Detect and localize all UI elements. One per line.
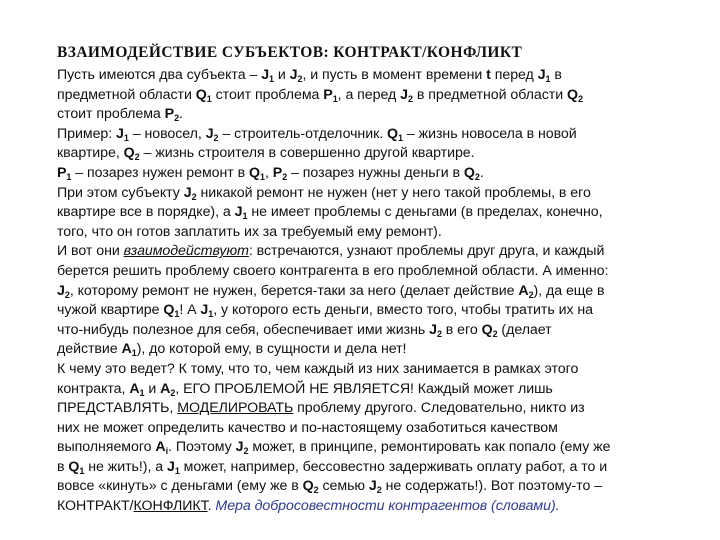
body-line: квартире все в порядке), а $J_1$ не имеет проблемы с деньгами (в пределах, конечно, xyxy=(57,204,603,222)
slide-body xyxy=(57,66,697,517)
body-line: того, что он готов заплатить их за требуемый ему ремонт). xyxy=(57,223,442,240)
body-line: предметной области $Q_1$ стоит проблема $P_1$, а перед $J_2$ в предметной области $Q_2$ xyxy=(57,86,583,104)
body-line: вовсе «кинуть» с деньгами (ему же в $Q_2$ семью $J_2$ не содержать!). Вот поэтому-то – xyxy=(57,478,603,496)
body-line: квартире, $Q_2$ – жизнь строителя в совершенно другой квартире. xyxy=(57,145,475,163)
body-line: стоит проблема $P_2$. xyxy=(57,106,183,124)
body-line: них не может определить качество и по-настоящему озаботиться качеством xyxy=(57,419,558,436)
body-line: что-нибудь полезное для себя, обеспечивает ими жизнь $J_2$ в его $Q_2$ (делает xyxy=(57,321,552,339)
body-line: Пример: $J_1$ – новосел, $J_2$ – строитель-отделочник. $Q_1$ – жизнь новосела в новой xyxy=(57,125,577,143)
body-line: $P_1$ – позарез нужен ремонт в $Q_1$, $P_2$ – позарез нужны деньги в $Q_2$. xyxy=(57,164,484,182)
body-line: контракта, $A_1$ и $A_2$, ЕГО ПРОБЛЕМОЙ НЕ ЯВЛЯЕТСЯ! Каждый может лишь xyxy=(57,380,553,398)
body-line: $J_2$, которому ремонт не нужен, берется-таки за него (делает действие $A_2$), да еще в xyxy=(57,282,605,300)
body-line: И вот они взаимодействуют: встречаются, узнают проблемы друг друга, и каждый xyxy=(57,243,605,260)
body-line: выполняемого $A_i$. Поэтому $J_2$ может, в принципе, ремонтировать как попало (ему же xyxy=(57,439,611,457)
body-line: в $Q_1$ не жить!), а $J_1$ может, например, бессовестно задерживать оплату работ, а то и xyxy=(57,458,608,476)
body-line: Пусть имеются два субъекта – $J_1$ и $J_2$, и пусть в момент времени t перед $J_1$ в xyxy=(57,67,562,84)
body-line: К чему это ведет? К тому, что то, чем каждый из них занимается в рамках этого xyxy=(57,360,579,377)
slide-title: ВЗАИМОДЕЙСТВИЕ СУБЪЕКТОВ: КОНТРАКТ/КОНФЛИКТ xyxy=(57,44,523,61)
body-line: При этом субъекту $J_2$ никакой ремонт не нужен (нет у него такой проблемы, в его xyxy=(57,184,591,202)
body-line: действие $A_1$), до которой ему, в сущности и дела нет! xyxy=(57,341,407,359)
body-line: берется решить проблему своего контрагента в его проблемной области. А именно: xyxy=(57,262,609,279)
body-line: чужой квартире $Q_1$! А $J_1$, у которого есть деньги, вместо того, чтобы тратить их на xyxy=(57,302,594,320)
body-line: ПРЕДСТАВЛЯТЬ, МОДЕЛИРОВАТЬ проблему другого. Следовательно, никто из xyxy=(57,400,585,417)
body-line: КОНТРАКТ/КОНФЛИКТ. Мера добросовестности контрагентов (словами). xyxy=(57,498,560,515)
